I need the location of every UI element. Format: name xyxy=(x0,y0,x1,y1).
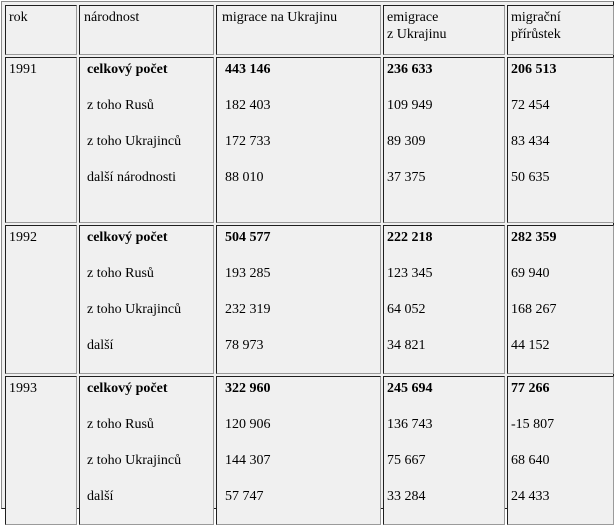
nationality-cell xyxy=(79,376,214,525)
immigration-cell xyxy=(216,57,381,223)
value: 123 345 xyxy=(387,266,433,281)
value: 88 010 xyxy=(225,170,264,185)
value: 182 403 xyxy=(225,98,271,113)
year-cell: 1991 xyxy=(5,57,77,223)
header-immigration: migrace na Ukrajinu xyxy=(216,5,381,55)
nationality-total: celkový počet xyxy=(87,62,168,77)
year-cell: 1992 xyxy=(5,225,77,374)
header-nationality: národnost xyxy=(79,5,214,55)
value: 83 434 xyxy=(511,134,550,149)
value: 193 285 xyxy=(225,266,271,281)
nationality-total: celkový počet xyxy=(87,230,168,245)
value: 64 052 xyxy=(387,302,426,317)
value: 206 513 xyxy=(511,62,557,77)
value: 222 218 xyxy=(387,230,433,245)
header-row xyxy=(5,5,614,55)
value: 236 633 xyxy=(387,62,433,77)
value: 245 694 xyxy=(387,381,433,396)
value: 75 667 xyxy=(387,453,426,468)
table-row xyxy=(5,376,614,525)
value: 57 747 xyxy=(225,489,264,504)
nationality-other: další xyxy=(87,338,114,353)
header-emigration: emigrace z Ukrajinu xyxy=(383,5,505,55)
nationality-russians: z toho Rusů xyxy=(87,417,154,432)
nationality-ukrainians: z toho Ukrajinců xyxy=(87,134,182,149)
value: 24 433 xyxy=(511,489,550,504)
value: 172 733 xyxy=(225,134,271,149)
immigration-cell xyxy=(216,225,381,374)
emigration-cell xyxy=(383,376,505,525)
table-frame xyxy=(1,1,614,509)
value: 72 454 xyxy=(511,98,550,113)
value: -15 807 xyxy=(511,417,555,432)
nationality-ukrainians: z toho Ukrajinců xyxy=(87,302,182,317)
value: 144 307 xyxy=(225,453,271,468)
table-row xyxy=(5,57,614,223)
value: 504 577 xyxy=(225,230,271,245)
value: 68 640 xyxy=(511,453,550,468)
nationality-other: další xyxy=(87,489,114,504)
value: 77 266 xyxy=(511,381,550,396)
value: 33 284 xyxy=(387,489,426,504)
net-migration-cell xyxy=(507,225,614,374)
value: 44 152 xyxy=(511,338,550,353)
nationality-russians: z toho Rusů xyxy=(87,266,154,281)
nationality-other: další národnosti xyxy=(87,170,177,185)
nationality-cell xyxy=(79,225,214,374)
nationality-ukrainians: z toho Ukrajinců xyxy=(87,453,182,468)
value: 69 940 xyxy=(511,266,550,281)
value: 109 949 xyxy=(387,98,433,113)
net-migration-cell xyxy=(507,376,614,525)
value: 443 146 xyxy=(225,62,271,77)
header-net-migration: migrační přírůstek xyxy=(507,5,614,55)
value: 120 906 xyxy=(225,417,271,432)
value: 37 375 xyxy=(387,170,426,185)
value: 78 973 xyxy=(225,338,264,353)
immigration-cell xyxy=(216,376,381,525)
nationality-cell xyxy=(79,57,214,223)
value: 34 821 xyxy=(387,338,426,353)
value: 322 960 xyxy=(225,381,271,396)
value: 50 635 xyxy=(511,170,550,185)
emigration-cell xyxy=(383,57,505,223)
value: 232 319 xyxy=(225,302,271,317)
header-year: rok xyxy=(5,5,77,55)
migration-table xyxy=(3,3,615,527)
value: 89 309 xyxy=(387,134,426,149)
value: 168 267 xyxy=(511,302,557,317)
nationality-russians: z toho Rusů xyxy=(87,98,154,113)
net-migration-cell xyxy=(507,57,614,223)
table-row xyxy=(5,225,614,374)
value: 136 743 xyxy=(387,417,433,432)
nationality-total: celkový počet xyxy=(87,381,168,396)
emigration-cell xyxy=(383,225,505,374)
value: 282 359 xyxy=(511,230,557,245)
year-cell: 1993 xyxy=(5,376,77,525)
